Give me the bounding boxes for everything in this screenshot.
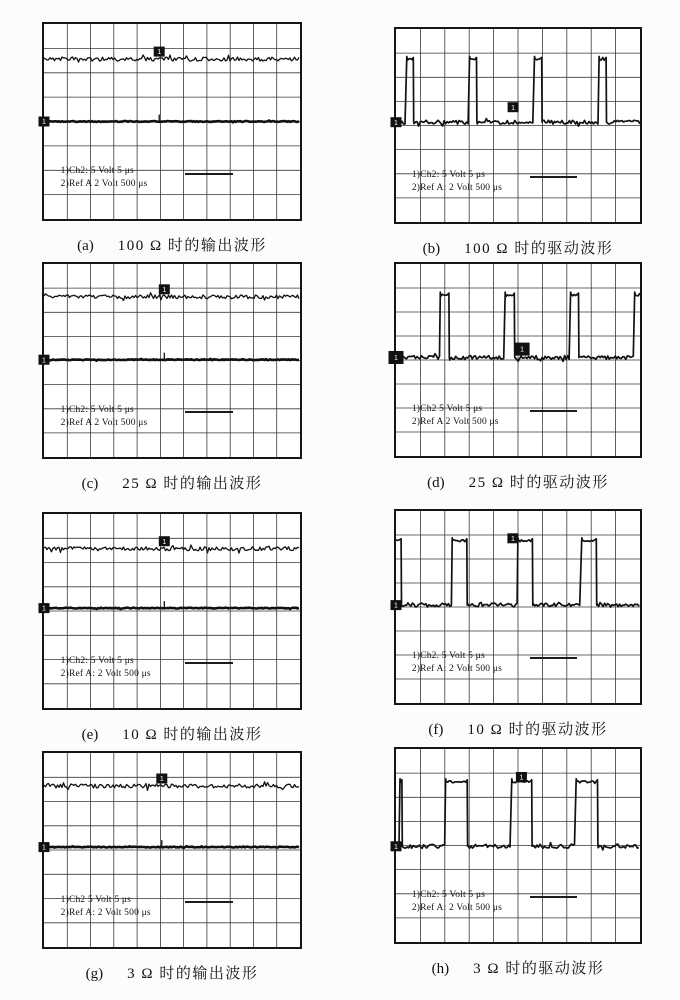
caption-text: 100 Ω 时的输出波形 [117, 238, 267, 254]
cursor-line [185, 901, 234, 903]
subfigure-c [42, 262, 302, 493]
cursor-line [530, 657, 576, 659]
channel1-settings-label: 1)Ch2: 5 Volt 5 μs [60, 404, 134, 415]
subfigure-h [394, 747, 642, 978]
channel1-settings-label: 1)Ch2: 5 Volt 5 μs [60, 655, 134, 666]
channel-settings [412, 169, 502, 195]
channel1-settings-label: 1)Ch2. 5 Volt 5 μs [411, 651, 485, 662]
marker-digit: 1 [162, 286, 167, 294]
ref-a-trace [44, 121, 299, 123]
marker-digit: 1 [519, 774, 524, 782]
drive-trace [396, 779, 639, 850]
caption-index: (b) [422, 241, 441, 257]
channel-settings [412, 889, 502, 915]
channel-settings [61, 404, 148, 430]
channel2-settings-label: 2)Ref A: 2 Volt 500 μs [411, 902, 503, 913]
caption-index: (g) [85, 966, 104, 982]
marker-digit: 1 [159, 776, 164, 784]
marker-digit: 1 [520, 346, 525, 354]
ref-a-trace [44, 359, 299, 361]
marker-digit: 1 [394, 119, 398, 127]
caption-index: (f) [428, 722, 444, 738]
channel1-settings-label: 1)Ch2: 5 Volt 5 μs [411, 169, 486, 180]
caption-index: (e) [81, 727, 99, 743]
channel2-settings-label: 2)Ref A: 2 Volt 500 μs [411, 664, 503, 675]
ch2-trace [44, 293, 299, 301]
cursor-line [530, 896, 576, 898]
marker-digit: 1 [42, 119, 46, 127]
caption-text: 25 Ω 时的输出波形 [122, 476, 263, 492]
oscilloscope-screen-c [42, 262, 302, 459]
channel2-settings-label: 2)Ref A: 2 Volt 500 μs [60, 668, 151, 679]
caption-text: 3 Ω 时的驱动波形 [473, 961, 605, 977]
channel-settings [61, 894, 151, 920]
marker-digit: 1 [394, 602, 398, 610]
subfigure-b [394, 27, 642, 258]
ch2-trace [44, 55, 299, 62]
marker-digit: 1 [162, 538, 167, 546]
channel1-settings-label: 1)Ch2: 5 Volt 5 μs [60, 166, 134, 177]
subfigure-f [394, 509, 642, 739]
oscilloscope-screen-b [394, 27, 642, 224]
cursor-line [530, 410, 576, 412]
marker-digit: 1 [394, 355, 398, 363]
subfigure-a [42, 22, 302, 255]
subfigure-e [42, 512, 302, 744]
channel2-settings-label: 2)Ref A: 2 Volt 500 μs [60, 907, 151, 918]
cursor-line [530, 176, 576, 178]
subfigure-g [42, 751, 302, 983]
drive-trace [396, 535, 639, 607]
caption-index: (h) [431, 961, 450, 977]
ref-a-trace [44, 846, 299, 848]
marker-digit: 1 [394, 843, 398, 851]
caption-index: (a) [77, 238, 94, 254]
marker-digit: 1 [511, 104, 516, 112]
oscilloscope-screen-g [42, 751, 302, 949]
caption-text: 3 Ω 时的输出波形 [127, 966, 259, 982]
cursor-line [185, 173, 234, 175]
subfigure-caption [394, 718, 642, 739]
channel2-settings-label: 2)Ref A: 2 Volt 500 μs [411, 182, 503, 193]
caption-text: 100 Ω 时的驱动波形 [464, 241, 614, 257]
channel1-settings-label: 1)Ch2: 5 Volt 5 μs [411, 889, 486, 900]
subfigure-d [394, 262, 642, 492]
subfigure-caption [394, 957, 642, 978]
channel1-settings-label: 1)Ch2 5 Volt 5 μs [60, 894, 132, 905]
oscilloscope-screen-f [394, 509, 642, 705]
cursor-line [185, 662, 234, 664]
marker-digit: 1 [510, 535, 515, 543]
ch2-trace [44, 782, 299, 791]
cursor-line [185, 411, 234, 413]
channel-settings [412, 650, 502, 676]
marker-digit: 1 [42, 357, 46, 365]
oscilloscope-screen-h [394, 747, 642, 944]
channel2-settings-label: 2)Ref A 2 Volt 500 μs [411, 417, 499, 428]
subfigure-caption [42, 472, 302, 493]
channel2-settings-label: 2)Ref A 2 Volt 500 μs [60, 417, 148, 428]
caption-text: 10 Ω 时的驱动波形 [467, 722, 608, 738]
channel-settings [61, 655, 151, 681]
subfigure-caption [394, 471, 642, 492]
ch2-trace [44, 545, 299, 553]
ref-a-trace [44, 608, 299, 610]
channel2-settings-label: 2)Ref A 2 Volt 500 μs [60, 179, 148, 190]
channel-settings [412, 403, 499, 429]
marker-digit: 1 [42, 605, 46, 613]
marker-digit: 1 [42, 844, 46, 852]
caption-text: 25 Ω 时的驱动波形 [468, 475, 609, 491]
oscilloscope-screen-e [42, 512, 302, 710]
channel-settings [61, 165, 148, 191]
caption-text: 10 Ω 时的输出波形 [122, 727, 263, 743]
oscilloscope-screen-a [42, 22, 302, 221]
subfigure-caption [394, 237, 642, 258]
channel1-settings-label: 1)Ch2 5 Volt 5 μs [411, 404, 483, 415]
subfigure-caption [42, 723, 302, 744]
subfigure-caption [42, 234, 302, 255]
caption-index: (c) [81, 476, 99, 492]
oscilloscope-screen-d [394, 262, 642, 458]
caption-index: (d) [427, 475, 445, 491]
marker-digit: 1 [157, 49, 162, 57]
subfigure-caption [42, 962, 302, 983]
